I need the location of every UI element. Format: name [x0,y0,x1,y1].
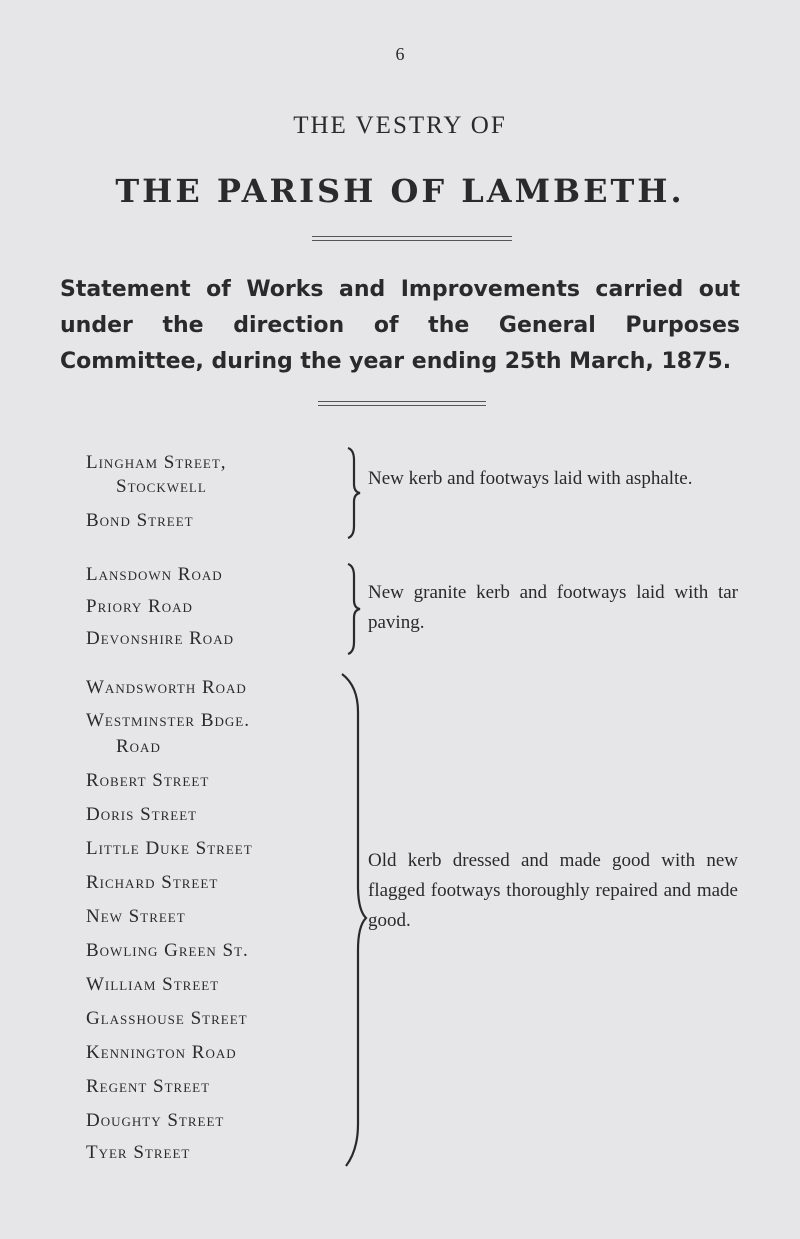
street-name: William Street [86,974,220,995]
curly-brace [338,562,362,656]
street-name: Little Duke Street [86,838,253,859]
street-name: New Street [86,906,186,927]
vestry-heading: THE VESTRY OF [293,112,507,139]
double-rule-divider [318,401,486,402]
street-name: Regent Street [86,1076,211,1097]
street-name: Stockwell [116,476,207,497]
street-name: Lansdown Road [86,564,223,585]
street-name: Devonshire Road [86,628,234,649]
street-name: Doughty Street [86,1110,225,1131]
street-name: Road [116,736,161,757]
curly-brace [338,672,368,1168]
street-name: Lingham Street, [86,452,227,473]
street-name: Glasshouse Street [86,1008,248,1029]
parish-title: THE PARISH OF LAMBETH. [115,172,685,210]
curly-brace [338,446,362,540]
street-name: Priory Road [86,596,193,617]
statement-paragraph: Statement of Works and Improvements carried out under the direction of the General Purposes Committee, during the year ending 25th March, 1875. [60,277,740,374]
street-name: Tyer Street [86,1142,191,1163]
street-name: Kennington Road [86,1042,237,1063]
street-name: Bond Street [86,510,194,531]
work-description: New kerb and footways laid with asphalte. [368,468,693,489]
work-description: Old kerb dressed and made good with new flagged footways thoroughly repaired and made good. [368,850,738,931]
double-rule-divider [312,236,512,237]
page-number: 6 [395,44,405,64]
street-name: Wandsworth Road [86,677,247,698]
work-description: New granite kerb and footways laid with tar paving. [368,582,738,633]
street-name: Richard Street [86,872,219,893]
street-name: Robert Street [86,770,210,791]
street-name: Bowling Green St. [86,940,249,961]
street-name: Doris Street [86,804,198,825]
street-name: Westminster Bdge. [86,710,250,731]
